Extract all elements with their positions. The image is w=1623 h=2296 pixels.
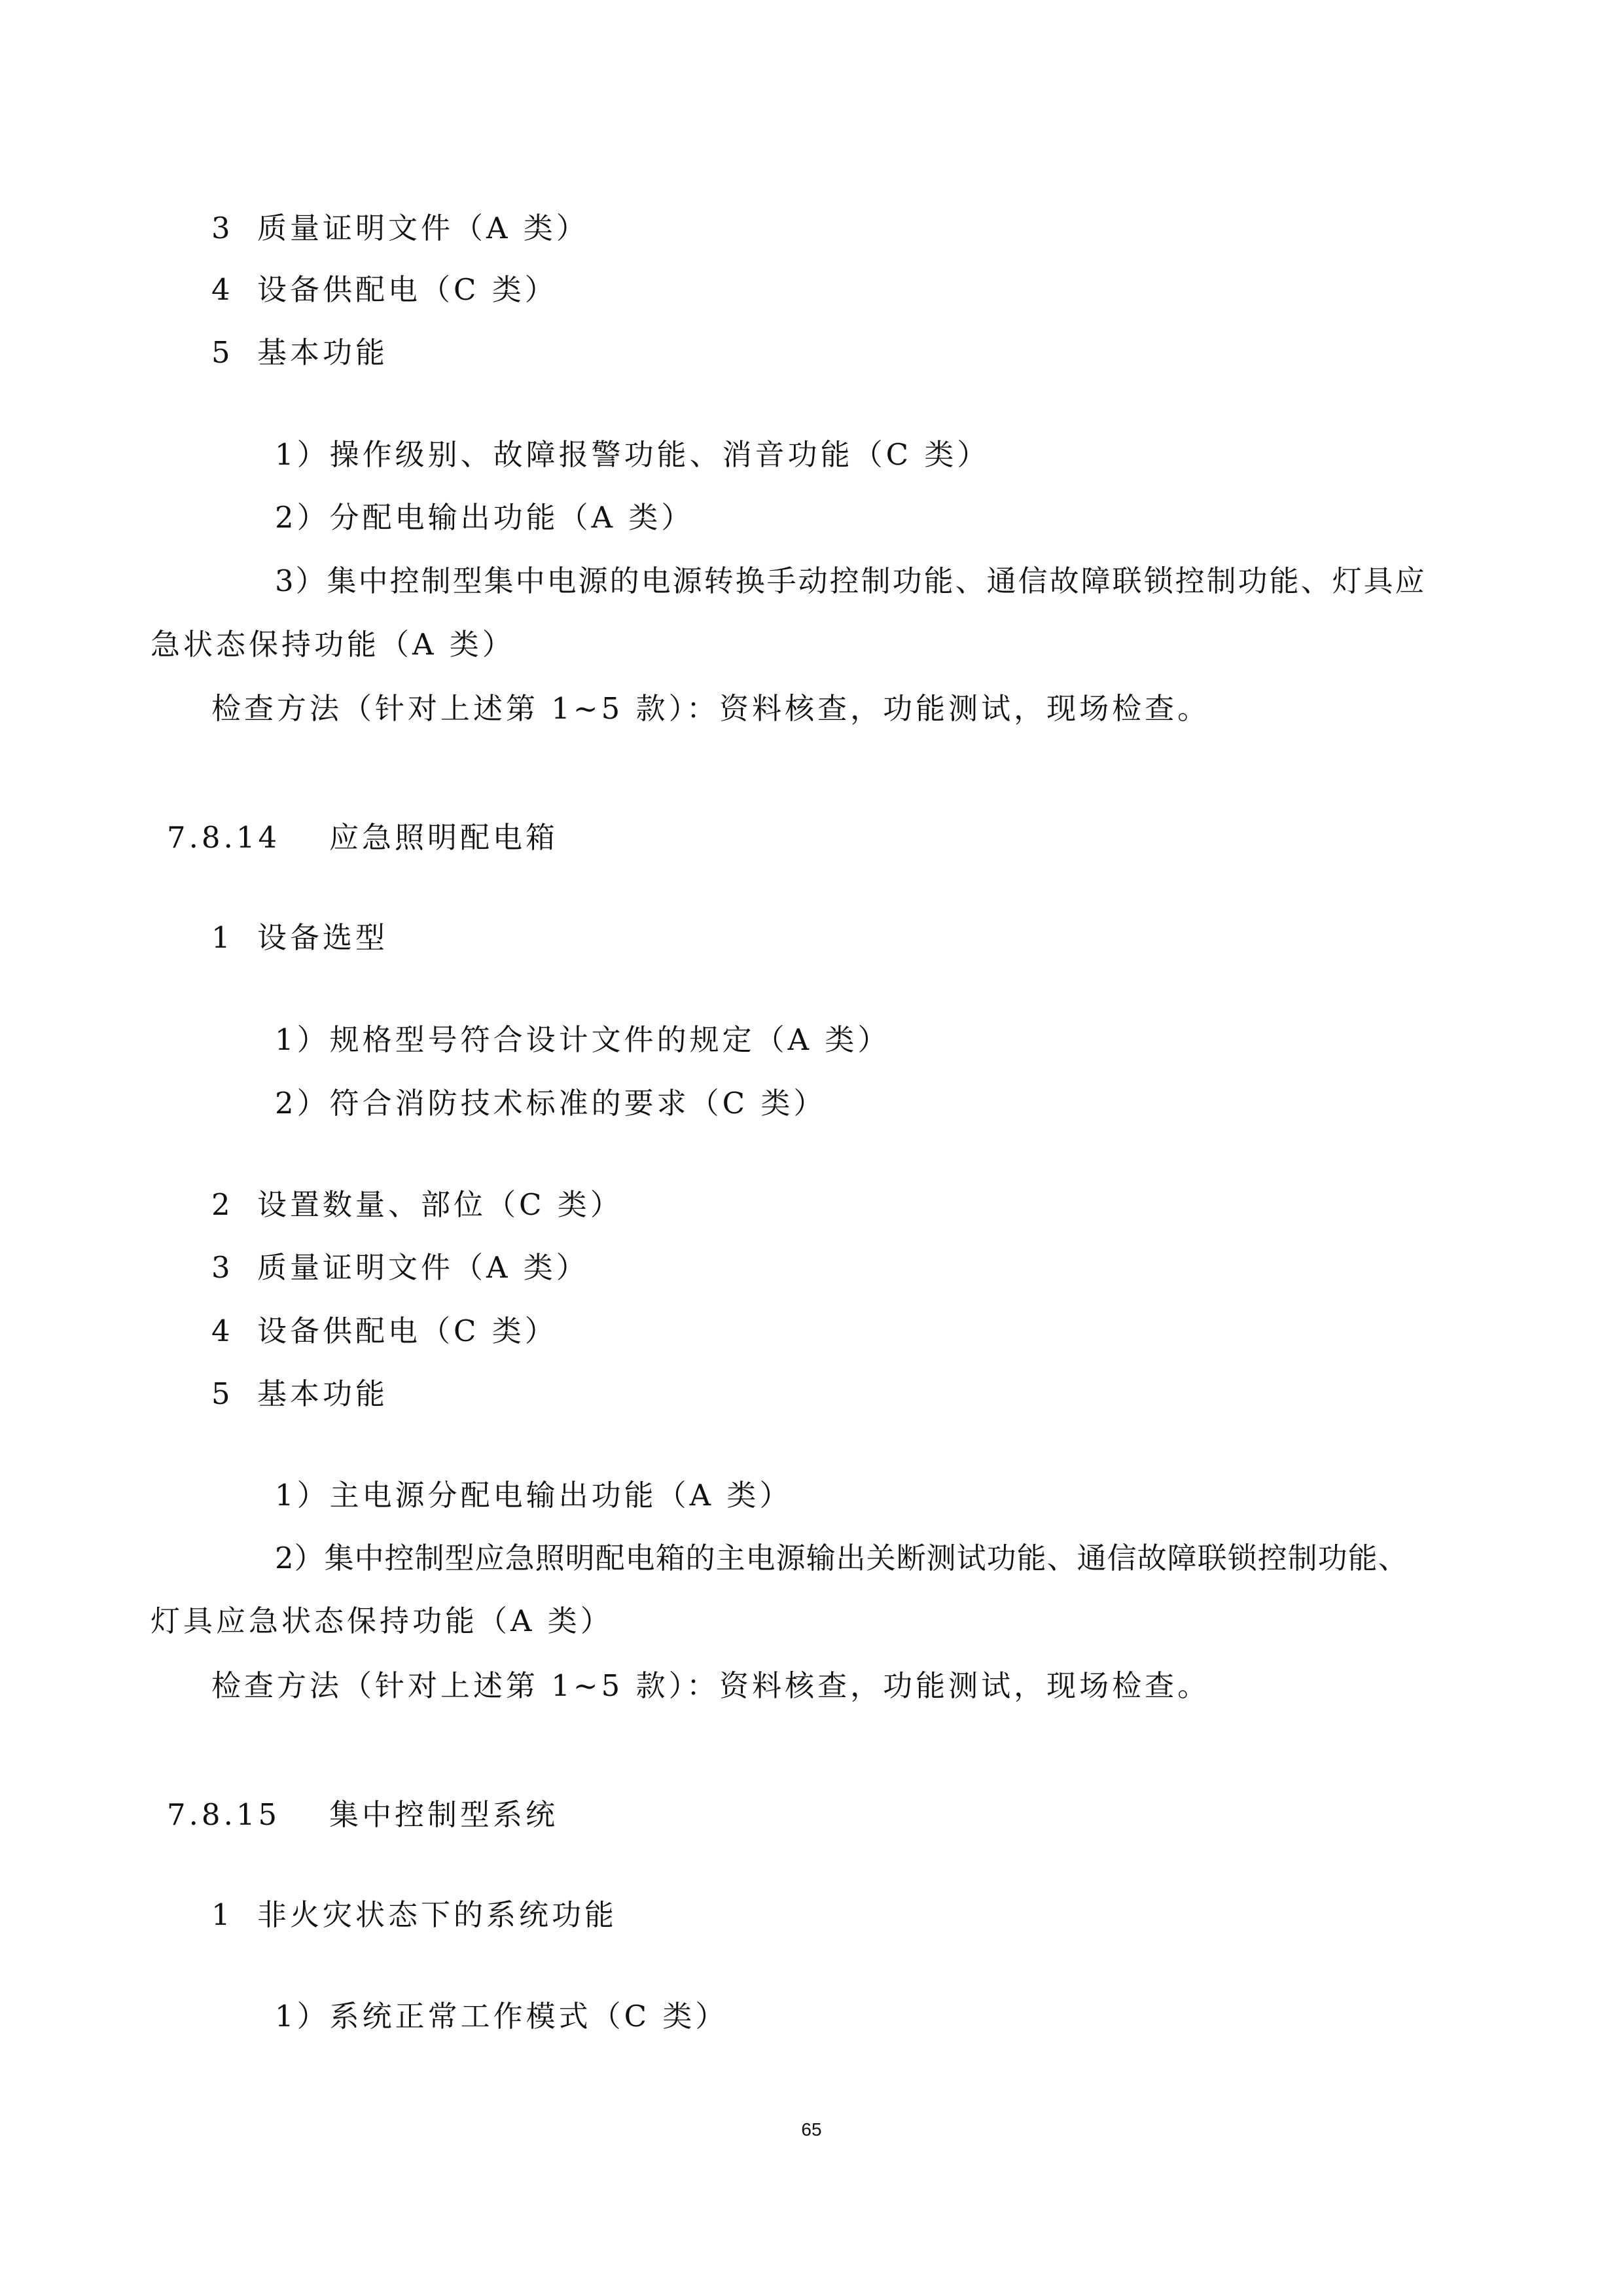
section-title: 集中控制型系统	[329, 1797, 559, 1832]
list-item	[211, 1250, 589, 1285]
item-text: 基本功能	[257, 335, 389, 370]
item-text: 非火灾状态下的系统功能	[257, 1897, 618, 1932]
sub-item-continuation: 急状态保持功能（A 类）	[151, 627, 515, 662]
check-method: 检查方法（针对上述第 1~5 款）：资料核查，功能测试，现场检查。	[211, 691, 1211, 726]
list-item	[211, 335, 389, 370]
item-number: 5	[211, 1376, 234, 1411]
item-text: 设置数量、部位（C 类）	[257, 1187, 623, 1222]
item-number: 1	[211, 920, 234, 955]
item-number: 1	[211, 1897, 234, 1932]
item-number: 5	[211, 335, 234, 370]
list-item	[211, 1376, 389, 1411]
list-item	[211, 213, 589, 243]
sub-item-continuation: 灯具应急状态保持功能（A 类）	[151, 1604, 613, 1638]
section-number: 7.8.14	[167, 820, 281, 855]
sub-item: 1）系统正常工作模式（C 类）	[275, 1999, 728, 2034]
section-title: 应急照明配电箱	[329, 820, 559, 855]
item-text: 质量证明文件（A 类）	[257, 1250, 589, 1285]
item-number: 4	[211, 272, 234, 307]
sub-item: 1）操作级别、故障报警功能、消音功能（C 类）	[275, 437, 990, 472]
item-number: 2	[211, 1187, 234, 1222]
sub-item: 2）符合消防技术标准的要求（C 类）	[275, 1086, 827, 1121]
item-number: 3	[211, 1250, 234, 1285]
sub-item: 2）集中控制型应急照明配电箱的主电源输出关断测试功能、通信故障联锁控制功能、	[275, 1541, 1408, 1575]
item-text: 基本功能	[257, 1376, 389, 1411]
section-heading	[167, 1797, 559, 1832]
section-heading	[167, 820, 559, 855]
item-text: 设备供配电（C 类）	[257, 272, 558, 307]
list-item	[211, 1897, 618, 1932]
sub-item: 3）集中控制型集中电源的电源转换手动控制功能、通信故障联锁控制功能、灯具应	[275, 564, 1427, 598]
list-item	[211, 920, 389, 955]
list-item	[211, 272, 558, 307]
item-text: 设备选型	[257, 920, 389, 955]
item-number: 3	[211, 211, 234, 245]
section-number: 7.8.15	[167, 1797, 281, 1832]
item-number: 4	[211, 1314, 234, 1348]
item-text: 质量证明文件（A 类）	[257, 211, 589, 245]
item-text: 设备供配电（C 类）	[257, 1314, 558, 1348]
list-item	[211, 1316, 558, 1346]
page-number: 65	[801, 2119, 822, 2140]
list-item	[211, 1187, 623, 1222]
sub-item: 2）分配电输出功能（A 类）	[275, 500, 694, 535]
sub-item: 1）规格型号符合设计文件的规定（A 类）	[275, 1022, 891, 1057]
check-method: 检查方法（针对上述第 1~5 款）：资料核查，功能测试，现场检查。	[211, 1668, 1211, 1703]
sub-item: 1）主电源分配电输出功能（A 类）	[275, 1478, 793, 1513]
